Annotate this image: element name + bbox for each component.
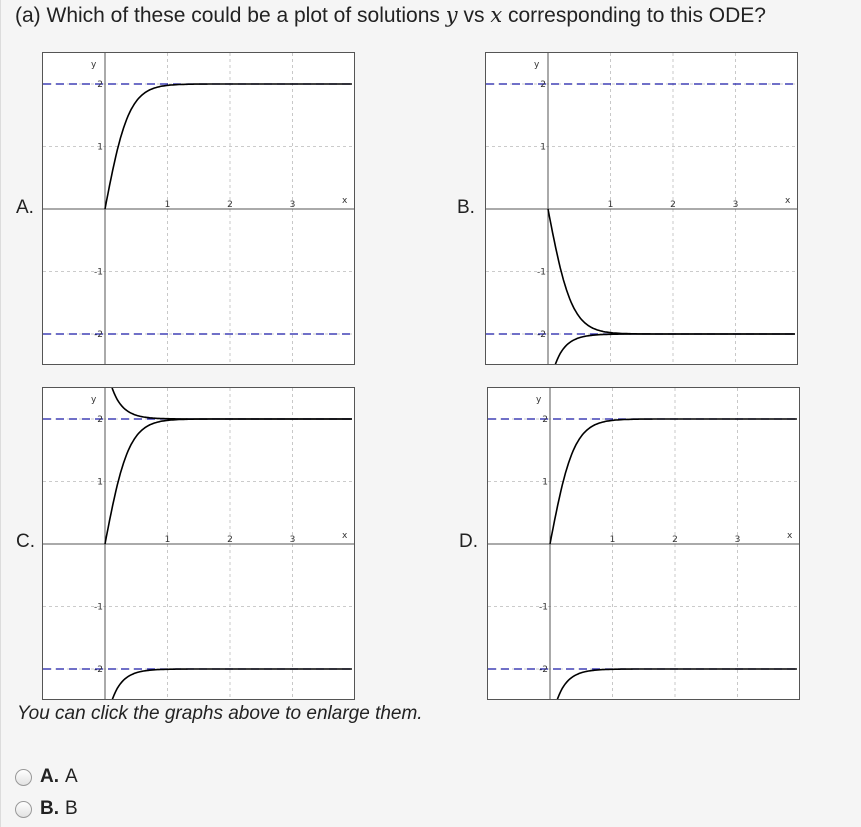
solution-curve [105, 669, 352, 699]
y-tick-label: 2 [97, 80, 103, 90]
graph-d-letter: D. [459, 531, 478, 552]
y-tick-label: -1 [537, 267, 546, 278]
graph-a-letter: A. [16, 197, 34, 218]
var-y: y [445, 3, 458, 27]
graph-b-letter: B. [457, 197, 475, 218]
x-tick-label: 2 [227, 535, 233, 545]
y-tick-label: 2 [542, 415, 548, 425]
choice-a-radio[interactable] [15, 769, 32, 786]
x-axis-label: x [342, 196, 348, 206]
y-axis-label: y [91, 395, 97, 405]
y-tick-label: -2 [539, 665, 548, 675]
graph-d-plot [488, 388, 799, 699]
y-tick-label: -2 [537, 330, 546, 340]
y-tick-label: 1 [540, 142, 546, 153]
graph-b[interactable] [485, 52, 798, 365]
question-text [15, 3, 766, 28]
solution-curve [550, 669, 797, 699]
choice-b-key: B. [40, 798, 59, 819]
y-axis-label: y [536, 395, 542, 405]
graph-a[interactable] [42, 52, 355, 365]
x-tick-label: 3 [734, 535, 741, 545]
x-tick-label: 1 [609, 535, 616, 545]
choice-a[interactable] [15, 765, 78, 789]
x-tick-label: 3 [289, 200, 296, 210]
x-tick-label: 2 [670, 200, 676, 210]
solution-curve [105, 388, 352, 419]
solution-curve [548, 334, 795, 364]
graph-c-letter: C. [16, 531, 35, 552]
choice-b-text: B [65, 798, 78, 819]
x-tick-label: 1 [164, 200, 171, 210]
question-suffix: corresponding to this ODE? [508, 4, 766, 27]
y-axis-label: y [534, 60, 540, 70]
choice-a-key: A. [40, 766, 59, 787]
question-vs: vs [463, 4, 485, 27]
graph-c-plot [43, 388, 354, 699]
choice-a-text: A [65, 766, 78, 787]
y-axis-label: y [91, 60, 97, 70]
graph-b-plot [486, 53, 797, 364]
x-tick-label: 3 [289, 535, 296, 545]
y-tick-label: -2 [94, 330, 103, 340]
y-tick-label: -1 [94, 267, 103, 278]
question-prefix: (a) Which of these could be a plot of solutions [15, 4, 440, 27]
x-axis-label: x [342, 531, 348, 541]
graph-d[interactable] [487, 387, 800, 700]
y-tick-label: -2 [94, 665, 103, 675]
x-tick-label: 1 [607, 200, 614, 210]
x-axis-label: x [787, 531, 793, 541]
enlarge-note: You can click the graphs above to enlarge them. [17, 703, 423, 724]
choice-b-radio[interactable] [15, 801, 32, 818]
graph-a-plot [43, 53, 354, 364]
graph-c[interactable] [42, 387, 355, 700]
x-tick-label: 2 [672, 535, 678, 545]
x-tick-label: 3 [732, 200, 739, 210]
y-tick-label: 1 [542, 477, 548, 488]
y-tick-label: 1 [97, 142, 103, 153]
x-tick-label: 2 [227, 200, 233, 210]
var-x: x [490, 3, 503, 27]
y-tick-label: 2 [97, 415, 103, 425]
y-tick-label: 2 [540, 80, 546, 90]
y-tick-label: -1 [94, 602, 103, 613]
x-tick-label: 1 [164, 535, 171, 545]
choice-b[interactable] [15, 797, 78, 821]
y-tick-label: -1 [539, 602, 548, 613]
y-tick-label: 1 [97, 477, 103, 488]
x-axis-label: x [785, 196, 791, 206]
